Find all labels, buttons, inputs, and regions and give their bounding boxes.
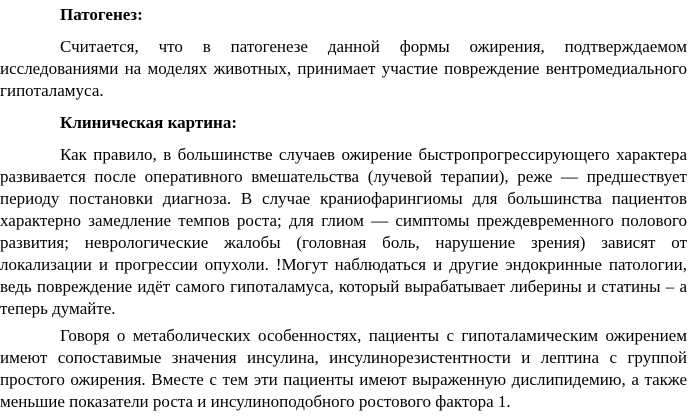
pathogenesis-paragraph: Считается, что в патогенезе данной формы ожирения, подтверждаемом исследованиями на моделях животных, принимает участие повреждение вентромедиального гипоталамуса. [0, 37, 687, 100]
clinical-picture-paragraph: Как правило, в большинстве случаев ожирение быстропрогрессирующего характера развивается после оперативного вмешательства (лучевой терапии), реже — предшествует периоду постановки диагноза. В случае краниофарингиомы для большинства пациентов характерно замедление темпов роста; для глиом — симптомы преждевременного полового развития; неврологические жалобы (головная боль, нарушение зрения) зависят от локализации и прогрессии опухоли. !Могут наблюдаться и другие эндокринные патологии, ведь повреждение идёт самого гипоталамуса, который вырабатывает либерины и статины – а теперь думайте. [0, 145, 687, 318]
section-heading-pathogenesis: Патогенез: [60, 5, 143, 24]
metabolic-features-paragraph: Говоря о метаболических особенностях, пациенты с гипоталамическим ожирением имеют сопоставимые значения инсулина, инсулинорезистентности и лептина с группой простого ожирения. Вместе с тем эти пациенты имеют выраженную дислипидемию, а также меньшие показатели роста и инсулиноподобного ростового фактора 1. [0, 326, 687, 411]
section-heading-clinical-picture: Клиническая картина: [60, 113, 237, 132]
